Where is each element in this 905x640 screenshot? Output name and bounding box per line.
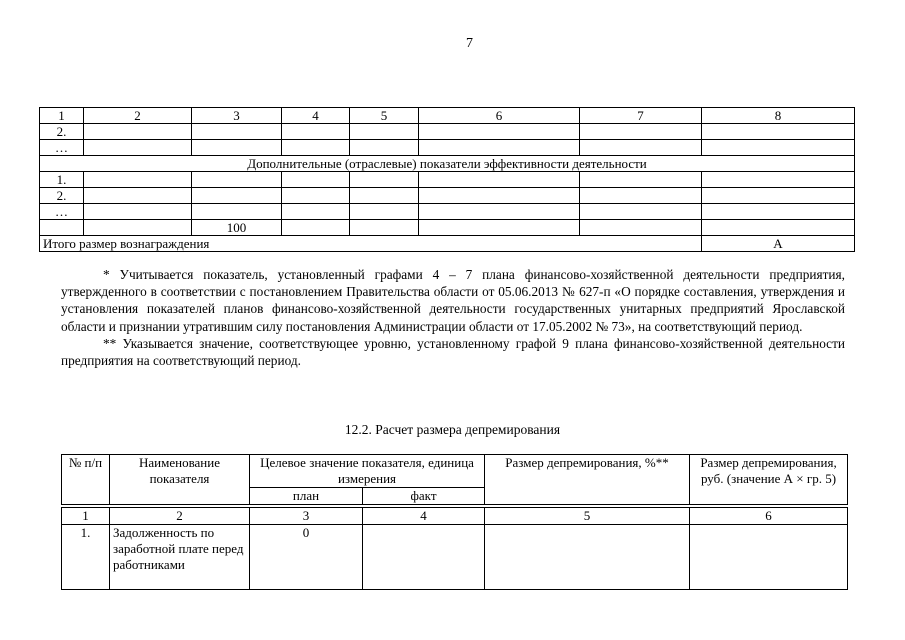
column-number: 3 [250,508,363,525]
table-cell [350,172,419,188]
row-number: 1. [62,525,110,590]
table-cell [350,204,419,220]
column-number: 8 [702,108,855,124]
table-cell [192,204,282,220]
column-number: 1 [40,108,84,124]
table-header-row [40,108,855,124]
table-cell [580,220,702,236]
indicator-name: Задолженность по заработной плате перед работниками [110,525,250,590]
table-cell [580,188,702,204]
page-number: 7 [466,36,473,51]
table-cell [350,188,419,204]
table-cell [580,172,702,188]
header-percent: Размер депремирования, %** [485,455,690,505]
table-cell [350,140,419,156]
section-row [40,156,855,172]
table-cell [40,220,84,236]
table-cell [702,204,855,220]
column-number: 4 [282,108,350,124]
table-cell [702,140,855,156]
table-row [62,525,848,590]
section-title: 12.2. Расчет размера депремирования [344,422,561,437]
column-number: 5 [485,508,690,525]
plan-value: 0 [250,525,363,590]
table-cell [84,220,192,236]
table-cell [282,220,350,236]
column-numbers-row [62,508,848,525]
table-cell [192,140,282,156]
table-header-row [62,455,848,488]
column-number: 7 [580,108,702,124]
table-cell [580,124,702,140]
table-cell [419,204,580,220]
table-cell: … [40,204,84,220]
section-heading: Дополнительные (отраслевые) показатели эффективности деятельности [40,156,855,172]
table-row [40,204,855,220]
table-cell: 1. [40,172,84,188]
table-cell: … [40,140,84,156]
table-cell [350,124,419,140]
footnote-2: ** Указывается значение, соответствующее уровню, установленному графой 9 плана финансово-хозяйственной деятельности предприятия на соответствующий период. [61,335,845,369]
table-cell [192,124,282,140]
column-number: 6 [419,108,580,124]
total-label: Итого размер вознаграждения [40,236,702,252]
table-cell [419,124,580,140]
table-cell [702,172,855,188]
header-plan: план [250,488,363,505]
table-cell [282,172,350,188]
column-number: 2 [84,108,192,124]
total-row [40,236,855,252]
table-cell [419,140,580,156]
table-cell [282,204,350,220]
table-cell [419,172,580,188]
fact-value [363,525,485,590]
percent-value [485,525,690,590]
weight-total-cell: 100 [192,220,282,236]
reward-table [39,107,855,252]
table-cell [702,188,855,204]
header-number: № п/п [62,455,110,505]
table-cell [580,204,702,220]
table-cell [282,140,350,156]
table-cell [419,220,580,236]
table-cell: 2. [40,188,84,204]
table-cell [192,172,282,188]
header-fact: факт [363,488,485,505]
header-target: Целевое значение показателя, единица измерения [250,455,485,488]
footnotes [61,266,845,369]
column-number: 4 [363,508,485,525]
table-row [40,140,855,156]
table-cell [192,188,282,204]
total-value: А [702,236,855,252]
column-number: 3 [192,108,282,124]
column-number: 1 [62,508,110,525]
table-cell [84,172,192,188]
table-cell [282,188,350,204]
table-row [40,172,855,188]
table-cell [84,204,192,220]
table-row [40,220,855,236]
table-cell [84,124,192,140]
table-cell [84,188,192,204]
column-number: 5 [350,108,419,124]
footnote-1: * Учитывается показатель, установленный графами 4 – 7 плана финансово-хозяйственной деятельности предприятия, утвержденного в соответствии с постановлением Правительства области от 05.06.2013 № 627-п «О порядке составления, утверждения и установления показателей планов финансово-хозяйственной деятельности государственных унитарных предприятий Ярославской области и признании утратившим силу постановления Администрации области от 17.05.2002 № 73», на соответствующий период. [61,267,845,334]
column-number: 6 [690,508,848,525]
table-row [40,124,855,140]
table-cell [84,140,192,156]
depremiation-table [61,454,848,590]
header-rub: Размер депремирования, руб. (значение А × гр. 5) [690,455,848,505]
table-cell: 2. [40,124,84,140]
table-cell [702,124,855,140]
column-number: 2 [110,508,250,525]
table-cell [702,220,855,236]
rub-value [690,525,848,590]
table-cell [350,220,419,236]
table-cell [580,140,702,156]
table-row [40,188,855,204]
table-cell [419,188,580,204]
table-cell [282,124,350,140]
header-name: Наименование показателя [110,455,250,505]
